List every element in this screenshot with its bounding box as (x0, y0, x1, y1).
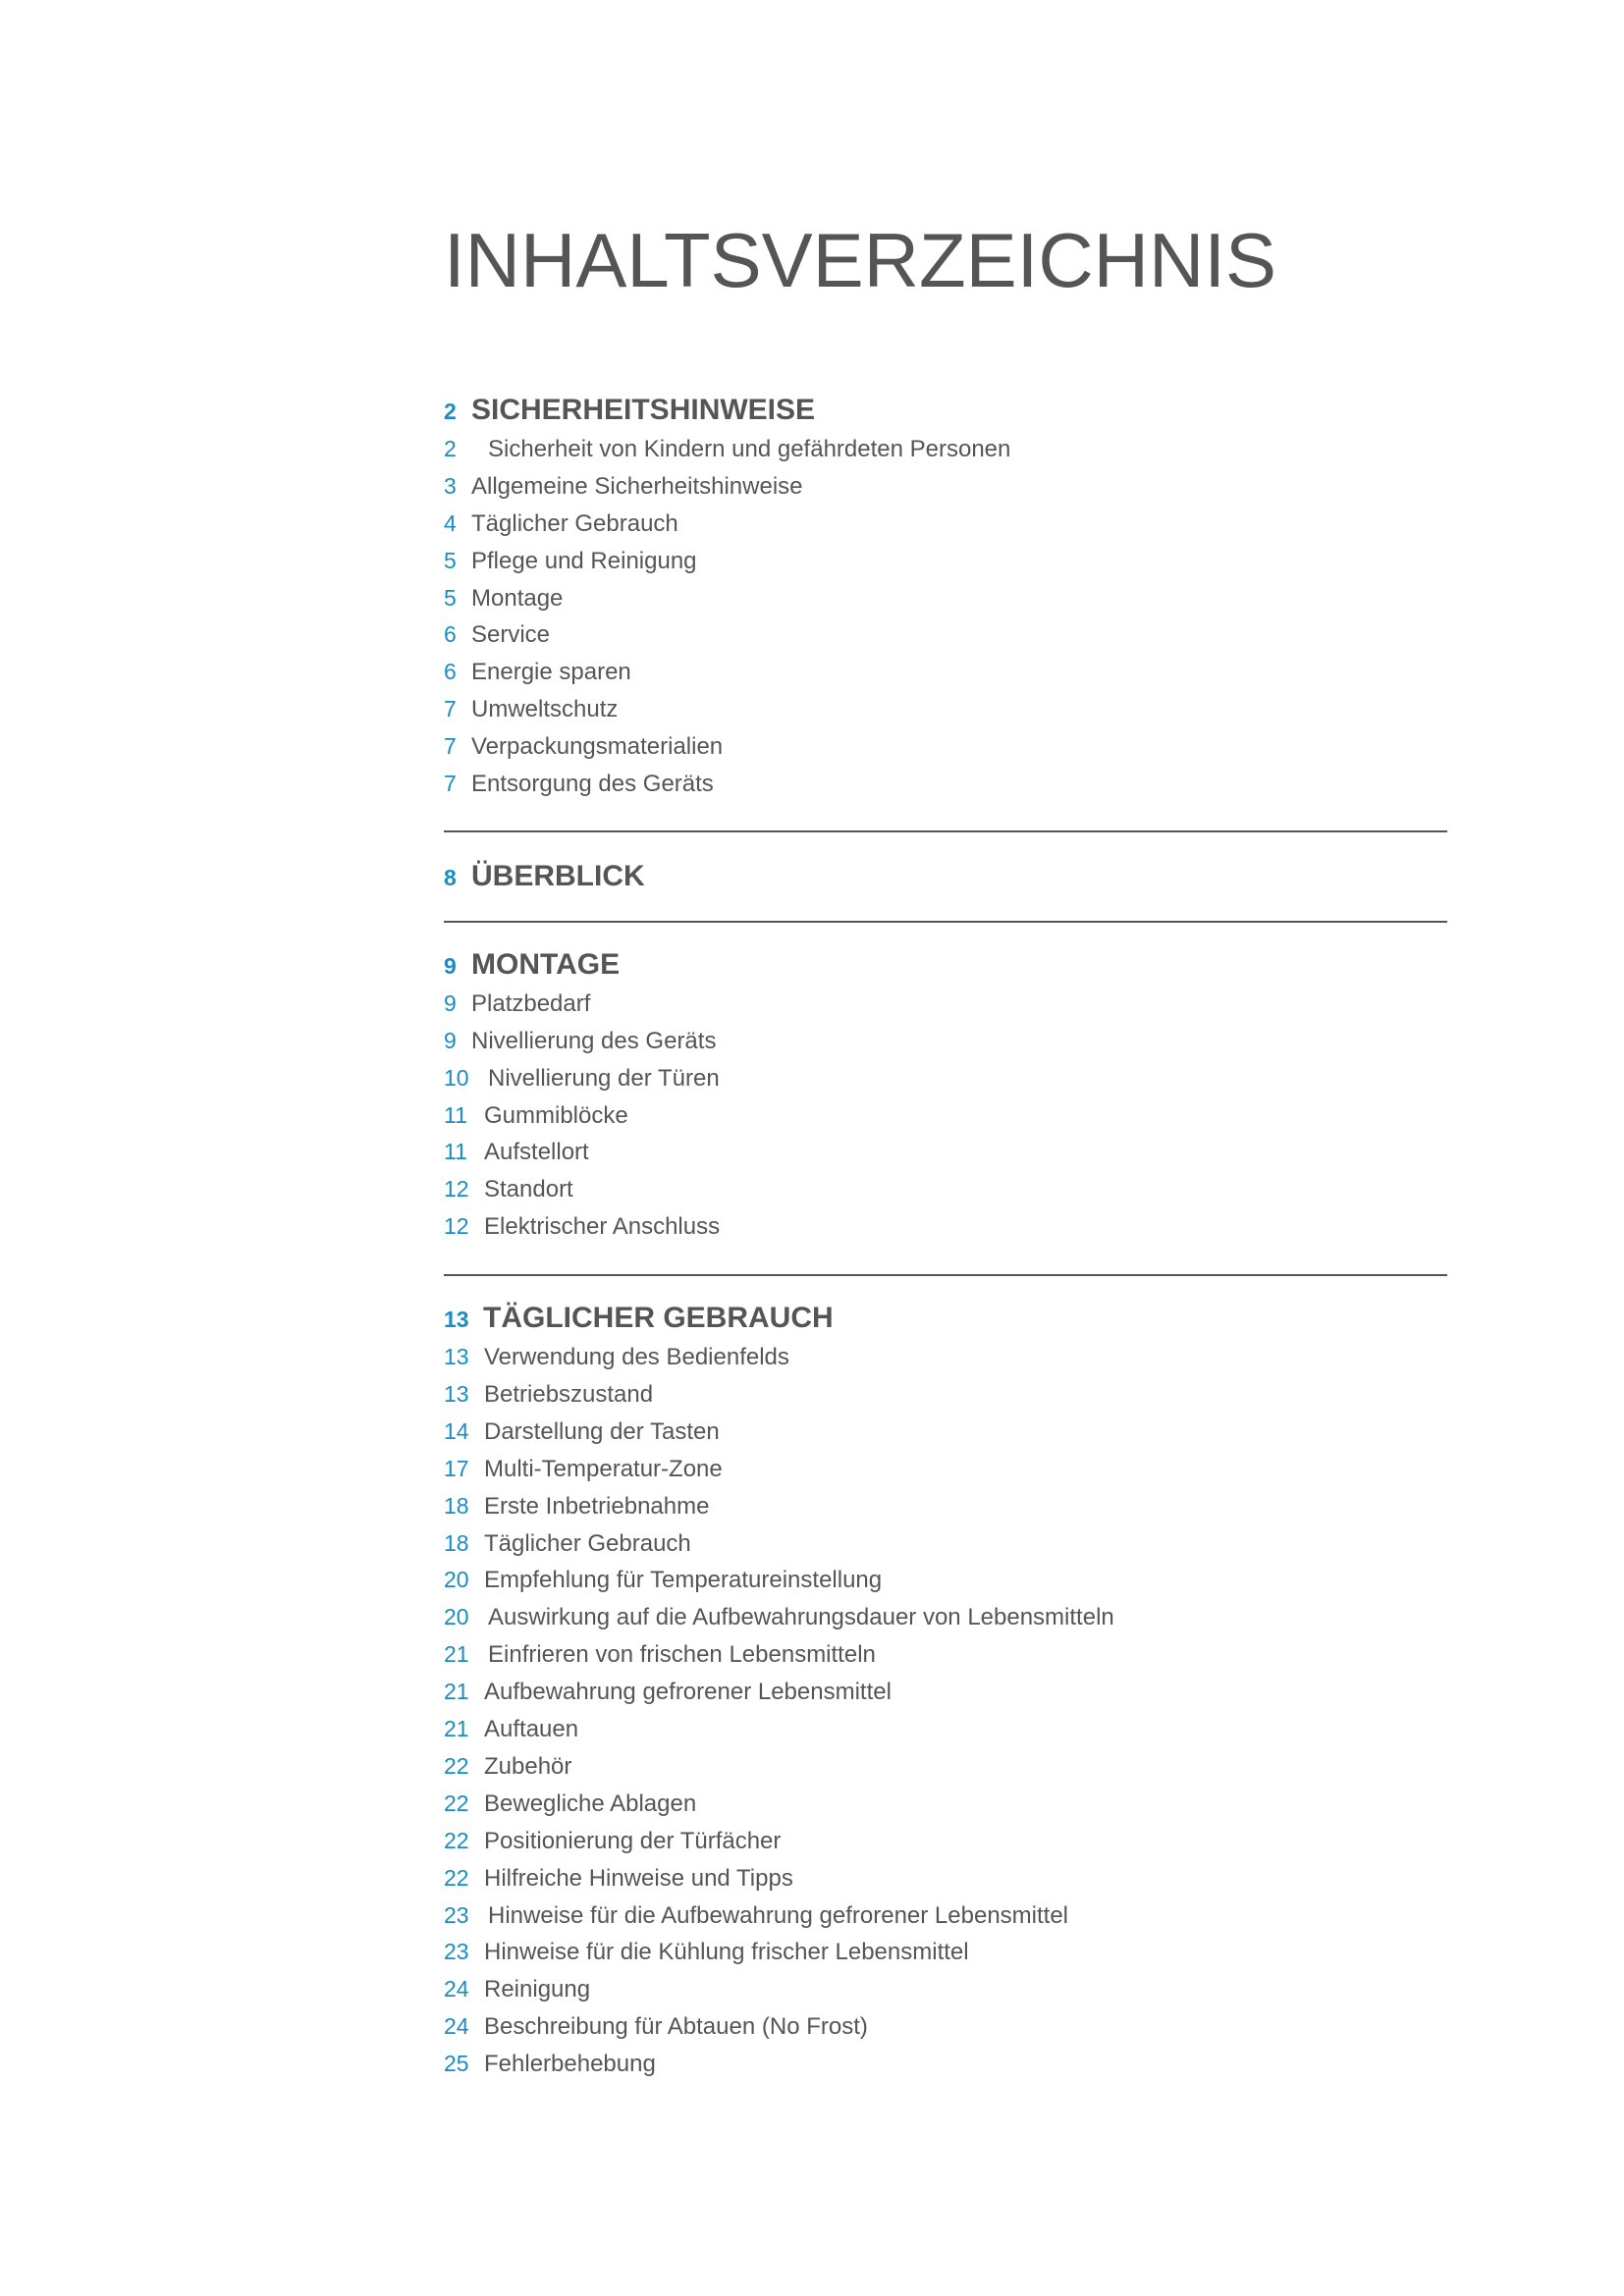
entry-label: Positionierung der Türfächer (484, 1827, 782, 1854)
section-divider (444, 830, 1447, 832)
entry-label: Zubehör (484, 1752, 572, 1780)
entry-page-number: 24 (444, 2013, 469, 2040)
entry-page-number: 2 (444, 436, 457, 461)
toc-entry[interactable] (444, 1860, 1447, 1897)
entry-page-number: 25 (444, 2051, 469, 2077)
section-title: ÜBERBLICK (471, 859, 645, 892)
toc-entry[interactable] (444, 1414, 1447, 1451)
toc-section-heading[interactable] (444, 390, 1447, 431)
toc-entry[interactable] (444, 1636, 1447, 1674)
toc-entry[interactable] (444, 1060, 1447, 1097)
entry-label: Elektrischer Anschluss (484, 1213, 721, 1241)
toc-section-taeglicher-gebrauch (444, 1298, 1447, 2083)
toc-entry[interactable] (444, 616, 1447, 654)
entry-label: Betriebszustand (484, 1381, 654, 1409)
toc-entry[interactable] (444, 728, 1447, 766)
toc-entry[interactable] (444, 1525, 1447, 1563)
page-title: INHALTSVERZEICHNIS (444, 217, 1277, 303)
toc-entry[interactable] (444, 1599, 1447, 1636)
entry-label: Allgemeine Sicherheitshinweise (471, 472, 803, 500)
entry-label: Auswirkung auf die Aufbewahrungsdauer von Lebensmitteln (488, 1604, 1114, 1631)
toc-entry[interactable] (444, 506, 1447, 543)
entry-label: Verpackungsmaterialien (471, 733, 724, 761)
toc-entry[interactable] (444, 1171, 1447, 1208)
entry-page-number: 22 (444, 1752, 469, 1779)
section-title: SICHERHEITSHINWEISE (471, 394, 816, 426)
entry-label: Nivellierung der Türen (488, 1064, 720, 1092)
toc-entry[interactable] (444, 468, 1447, 506)
toc-section-heading[interactable] (444, 856, 1447, 897)
entry-label: Täglicher Gebrauch (484, 1529, 691, 1557)
entry-page-number: 7 (444, 771, 457, 797)
entry-label: Erste Inbetriebnahme (484, 1492, 710, 1520)
toc-entry[interactable] (444, 1748, 1447, 1786)
entry-label: Hilfreiche Hinweise und Tipps (484, 1864, 793, 1892)
toc-entry[interactable] (444, 1097, 1447, 1135)
entry-label: Aufbewahrung gefrorener Lebensmittel (484, 1679, 892, 1706)
section-divider (444, 1274, 1447, 1276)
entry-label: Entsorgung des Geräts (471, 771, 714, 798)
entry-page-number: 6 (444, 659, 457, 685)
entry-page-number: 9 (444, 989, 457, 1016)
section-title: TÄGLICHER GEBRAUCH (483, 1302, 834, 1335)
toc-entry[interactable] (444, 1339, 1447, 1376)
entry-page-number: 18 (444, 1529, 469, 1556)
section-title: MONTAGE (471, 947, 621, 981)
entry-page-number: 4 (444, 509, 457, 536)
entry-page-number: 12 (444, 1176, 469, 1202)
entry-page-number: 11 (444, 1139, 467, 1165)
toc-entry[interactable] (444, 1208, 1447, 1246)
entry-page-number: 10 (444, 1064, 469, 1091)
entry-page-number: 22 (444, 1827, 469, 1853)
toc-entry[interactable] (444, 1562, 1447, 1599)
toc-entry[interactable] (444, 1823, 1447, 1860)
entry-label: Umweltschutz (471, 696, 619, 723)
toc-entry[interactable] (444, 691, 1447, 728)
entry-page-number: 6 (444, 621, 457, 648)
entry-page-number: 17 (444, 1455, 469, 1481)
toc-entry[interactable] (444, 1488, 1447, 1525)
entry-page-number: 7 (444, 696, 457, 722)
toc-entry[interactable] (444, 1376, 1447, 1414)
entry-label: Energie sparen (471, 659, 631, 686)
entry-label: Sicherheit von Kindern und gefährdeten Personen (488, 436, 1011, 462)
entry-page-number: 23 (444, 1939, 469, 1965)
entry-label: Fehlerbehebung (484, 2051, 656, 2078)
toc-entry[interactable] (444, 1786, 1447, 1823)
entry-page-number: 22 (444, 1789, 469, 1816)
entry-label: Standort (484, 1176, 573, 1203)
toc-entry[interactable] (444, 1023, 1447, 1060)
toc-entry[interactable] (444, 543, 1447, 580)
entry-page-number: 21 (444, 1641, 469, 1668)
toc-entry[interactable] (444, 1971, 1447, 2008)
entry-label: Auftauen (484, 1716, 579, 1743)
entry-label: Pflege und Reinigung (471, 547, 697, 574)
section-page-number: 9 (444, 952, 457, 979)
entry-label: Gummiblöcke (484, 1101, 628, 1129)
entry-page-number: 21 (444, 1679, 469, 1705)
entry-page-number: 20 (444, 1567, 469, 1593)
toc-entry[interactable] (444, 766, 1447, 803)
entry-label: Bewegliche Ablagen (484, 1789, 697, 1817)
entry-label: Hinweise für die Aufbewahrung gefrorener Lebensmittel (488, 1901, 1069, 1929)
section-page-number: 2 (444, 399, 457, 424)
entry-label: Empfehlung für Temperatureinstellung (484, 1567, 883, 1594)
entry-label: Täglicher Gebrauch (471, 509, 678, 537)
toc-entry[interactable] (444, 654, 1447, 691)
entry-label: Verwendung des Bedienfelds (484, 1344, 789, 1371)
entry-label: Reinigung (484, 1976, 591, 2003)
entry-page-number: 12 (444, 1213, 469, 1240)
toc-section-sicherheitshinweise (444, 390, 1447, 803)
section-page-number: 13 (444, 1307, 469, 1333)
entry-page-number: 13 (444, 1381, 469, 1408)
entry-label: Hinweise für die Kühlung frischer Lebensmittel (484, 1939, 969, 1966)
entry-page-number: 24 (444, 1976, 469, 2002)
toc-entry[interactable] (444, 1451, 1447, 1488)
toc-entry[interactable] (444, 431, 1447, 468)
entry-page-number: 5 (444, 584, 457, 611)
entry-label: Nivellierung des Geräts (471, 1027, 717, 1054)
entry-page-number: 5 (444, 547, 457, 573)
entry-label: Service (471, 621, 551, 649)
toc-entry[interactable] (444, 2008, 1447, 2046)
entry-page-number: 20 (444, 1604, 469, 1630)
entry-page-number: 13 (444, 1344, 469, 1370)
toc-section-heading[interactable] (444, 1298, 1447, 1339)
toc-entry[interactable] (444, 986, 1447, 1023)
entry-label: Platzbedarf (471, 989, 591, 1017)
toc-entry[interactable] (444, 1711, 1447, 1748)
toc-section-ueberblick (444, 856, 1447, 897)
entry-page-number: 9 (444, 1027, 457, 1053)
entry-label: Multi-Temperatur-Zone (484, 1455, 723, 1482)
entry-page-number: 18 (444, 1492, 469, 1519)
toc-entry[interactable] (444, 2046, 1447, 2083)
toc-entry[interactable] (444, 1134, 1447, 1171)
toc-section-heading[interactable] (444, 944, 1447, 986)
entry-label: Montage (471, 584, 564, 612)
toc-entry[interactable] (444, 1674, 1447, 1711)
entry-page-number: 23 (444, 1901, 469, 1928)
entry-label: Beschreibung für Abtauen (No Frost) (484, 2013, 868, 2041)
entry-label: Darstellung der Tasten (484, 1417, 720, 1445)
table-of-contents (444, 390, 1447, 2083)
entry-page-number: 7 (444, 733, 457, 760)
entry-page-number: 3 (444, 472, 457, 499)
entry-label: Einfrieren von frischen Lebensmitteln (488, 1641, 876, 1669)
toc-entry[interactable] (444, 580, 1447, 617)
section-page-number: 8 (444, 864, 457, 890)
toc-section-montage (444, 944, 1447, 1246)
section-divider (444, 921, 1447, 923)
entry-label: Aufstellort (484, 1139, 589, 1166)
entry-page-number: 11 (444, 1101, 467, 1128)
entry-page-number: 22 (444, 1864, 469, 1891)
toc-entry[interactable] (444, 1897, 1447, 1935)
entry-page-number: 14 (444, 1417, 469, 1444)
toc-entry[interactable] (444, 1934, 1447, 1971)
entry-page-number: 21 (444, 1716, 469, 1742)
